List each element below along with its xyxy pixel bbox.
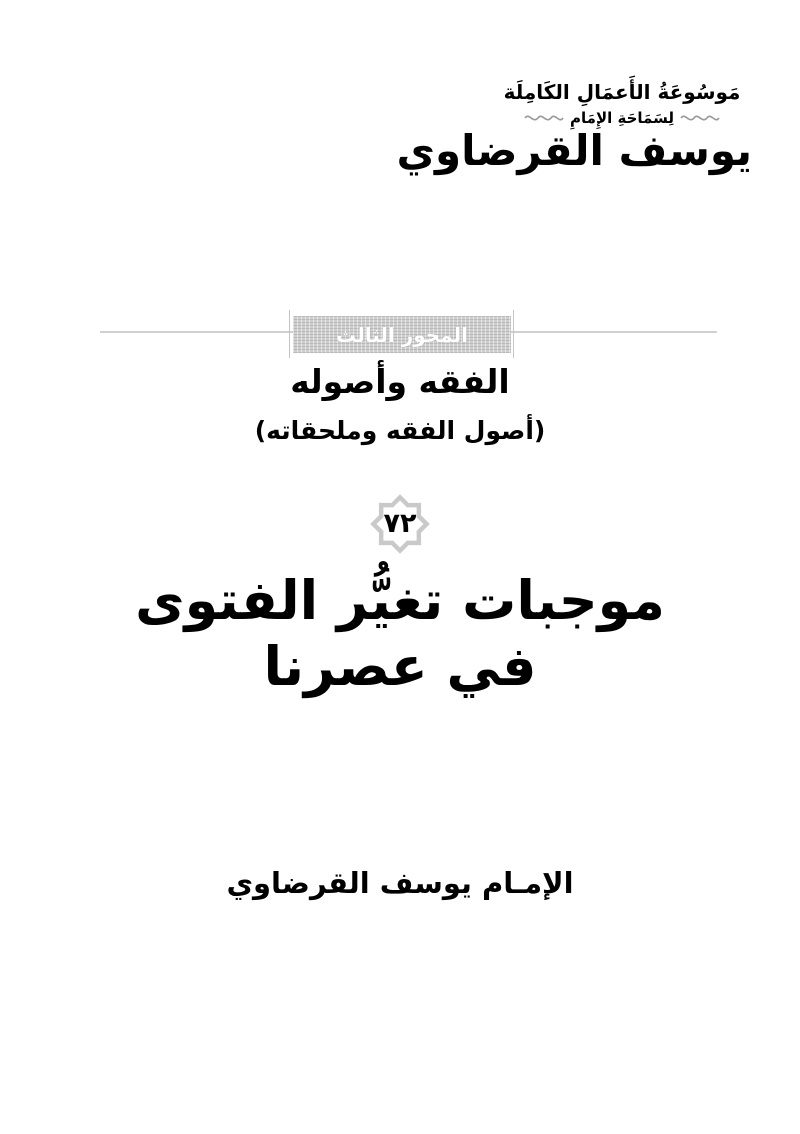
flourish-icon xyxy=(524,112,564,124)
banner-side-tick xyxy=(513,310,514,358)
publisher-logo-line2-row xyxy=(492,109,752,127)
publisher-logo-line2: لِسَمَاحَةِ الإِمَامِ xyxy=(570,109,674,127)
section-banner-label: المحور الثالث xyxy=(336,322,468,347)
section-banner xyxy=(293,316,511,353)
section-subtitle: (أصول الفقه وملحقاته) xyxy=(254,416,546,445)
volume-star-ornament xyxy=(363,487,437,561)
book-title-line2: في عصرنا xyxy=(263,635,537,698)
publisher-logo-name: يوسف القرضاوي xyxy=(396,126,752,175)
book-title xyxy=(0,568,800,700)
volume-number: ٧٢ xyxy=(383,507,417,539)
publisher-logo-line1: مَوسُوعَةُ الأَعمَالِ الكَامِلَة xyxy=(503,80,741,104)
publisher-logo xyxy=(396,80,752,175)
flourish-icon xyxy=(680,112,720,124)
section-title: الفقه وأصوله xyxy=(290,362,510,401)
book-title-line1: موجبات تغيُّر الفتوى xyxy=(135,569,665,632)
banner-side-tick xyxy=(289,310,290,358)
author-name: الإمـام يوسف القرضاوي xyxy=(226,866,574,900)
